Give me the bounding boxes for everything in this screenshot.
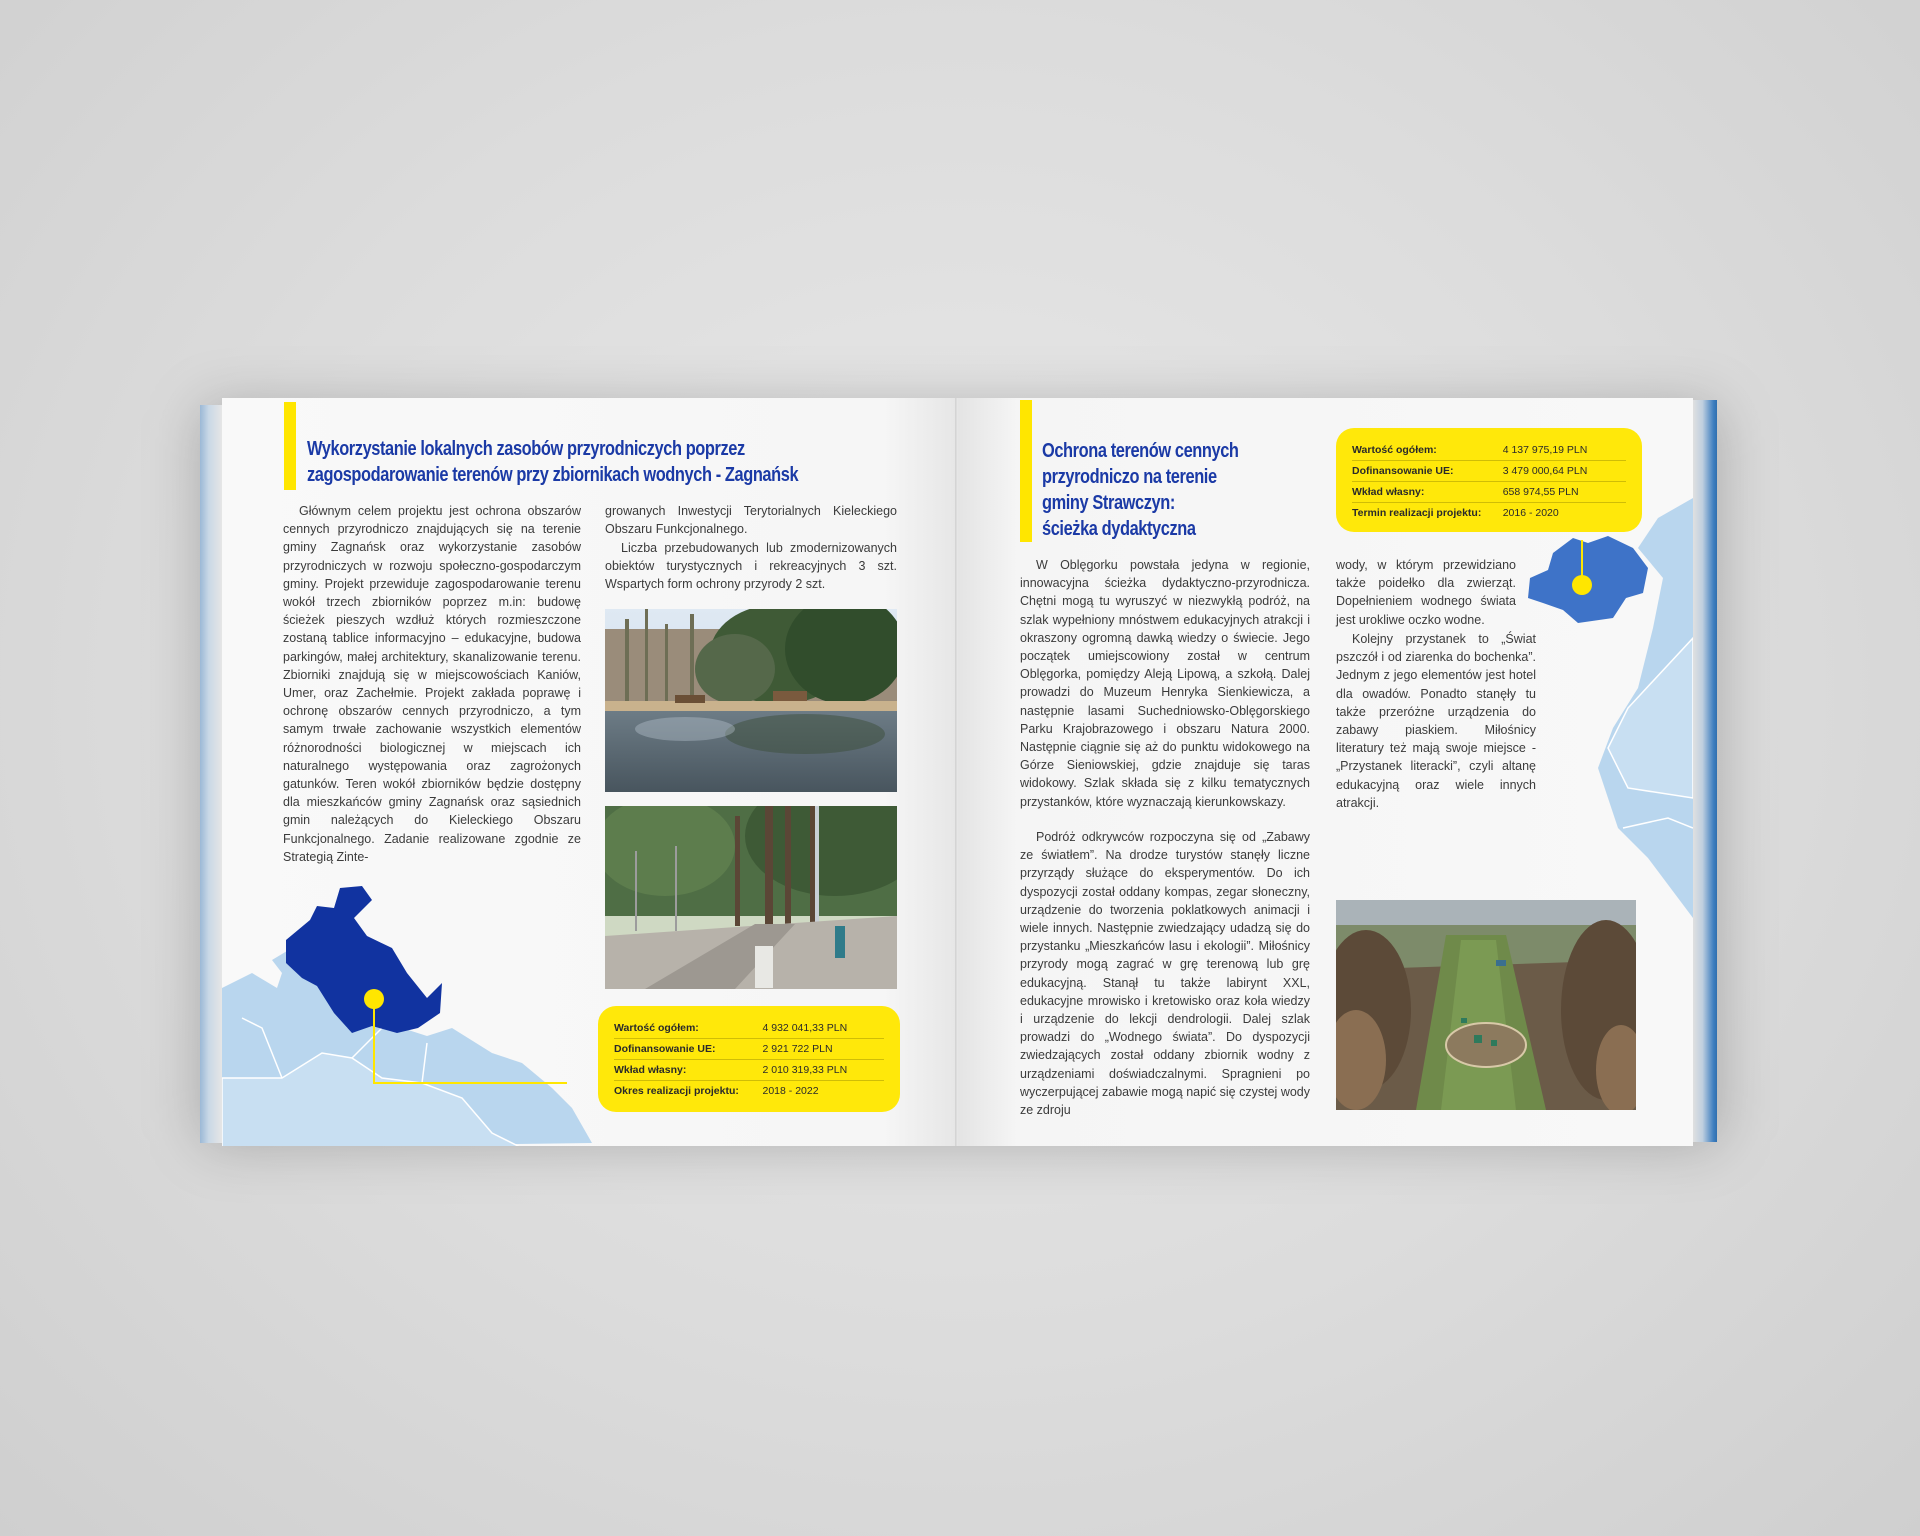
right-title-line-4: ścieżka dydaktyczna: [1042, 518, 1196, 540]
right-info-row: [1352, 461, 1626, 482]
left-info-row: [614, 1039, 884, 1060]
info-label: Wkład własny:: [614, 1064, 687, 1076]
info-label: Wartość ogółem:: [614, 1022, 699, 1034]
right-info-row: [1352, 440, 1626, 461]
info-label: Wartość ogółem:: [1352, 444, 1437, 456]
left-col2-text-1: growanych Inwestycji Terytorialnych Kieleckiego Obszaru Funkcjonalnego.: [605, 504, 897, 537]
right-title-line-1: Ochrona terenów cennych: [1042, 440, 1239, 462]
info-value: 2 921 722 PLN: [762, 1043, 833, 1055]
right-col1-text-2: Podróż odkrywców rozpoczyna się od „Zabawy ze światłem”. Na drodze turystów stanęły liczne przyrządy służące do eksperymentów. Do ich dyspozycji został oddany kompas, zegar słoneczny, urządzenie do tworzenia poklatkowych animacji i wiele innych. Następnie zwiedzający udadzą się do przystanku „Mieszkańców lasu i ekologii”. Miłośnicy przyrody mogą zagrać w grę terenową lub grę edukacyjną. Stanął tu także labirynt XXL, edukacyjne mrowisko i kretowisko oraz koła wiedzy i urządzenie do lekcji dendrologii. Dalej szlak prowadzi do „Wodnego świata”. Do dyspozycji zwiedzających został oddany zbiornik wodny z urządzeniami doświadczalnymi. Spragnieni po wyczerpującej zabawie mogą napić się czystej wody ze zdroju: [1020, 830, 1310, 1118]
right-title-line-3: gminy Strawczyn:: [1042, 492, 1175, 514]
photo-lake: [605, 609, 897, 792]
right-col2-text-2: Kolejny przystanek to „Świat pszczół i od ziarenka do bochenka”. Jednym z jego elementów jest hotel dla owadów. Ponadto stanęły tu także przeróżne urządzenia do zabawy piaskiem. Miłośnicy literatury też mają swoje miejsce - „Przystanek literacki”, czyli altanę edukacyjną oraz wiele innych atrakcji.: [1336, 632, 1536, 810]
right-info-row: [1352, 503, 1626, 523]
right-col2-text-1: wody, w którym przewidziano także poidełko dla zwierząt. Dopełnieniem wodnego świata jest urokliwe oczko wodne.: [1336, 558, 1516, 627]
left-title-line-2: zagospodarowanie terenów przy zbiornikach wodnych - Zagnańsk: [307, 464, 799, 486]
left-info-row: [614, 1018, 884, 1039]
right-infobox: [1336, 428, 1642, 532]
book-edge-right: [1693, 400, 1717, 1142]
info-label: Dofinansowanie UE:: [1352, 465, 1454, 477]
left-title-accent-bar: [284, 402, 296, 490]
info-value: 2 010 319,33 PLN: [762, 1064, 848, 1076]
left-infobox: [598, 1006, 900, 1112]
left-page: [222, 398, 957, 1146]
right-page-title: [1042, 438, 1239, 542]
info-value: 2016 - 2020: [1502, 507, 1559, 519]
info-label: Dofinansowanie UE:: [614, 1043, 716, 1055]
right-title-line-2: przyrodniczo na terenie: [1042, 466, 1217, 488]
photo-forest-path: [605, 806, 897, 989]
info-value: 658 974,55 PLN: [1502, 486, 1579, 498]
left-info-row: [614, 1060, 884, 1081]
left-title-line-1: Wykorzystanie lokalnych zasobów przyrodniczych poprzez: [307, 438, 745, 460]
info-value: 4 932 041,33 PLN: [762, 1022, 848, 1034]
left-col2-text-2: Liczba przebudowanych lub zmodernizowanych obiektów turystycznych i rekreacyjnych 3 szt. Wspartych form ochrony przyrody 2 szt.: [605, 541, 897, 592]
left-info-row: [614, 1081, 884, 1101]
left-region-map: [222, 878, 612, 1146]
right-title-accent-bar: [1020, 400, 1032, 542]
photo-aerial-trail: [1336, 900, 1636, 1110]
book-edge-left: [200, 405, 222, 1143]
left-page-title: [307, 436, 799, 488]
right-info-row: [1352, 482, 1626, 503]
info-label: Okres realizacji projektu:: [614, 1085, 739, 1097]
info-value: 3 479 000,64 PLN: [1502, 465, 1588, 477]
info-value: 4 137 975,19 PLN: [1502, 444, 1588, 456]
info-value: 2018 - 2022: [762, 1085, 819, 1097]
left-col1-text: Głównym celem projektu jest ochrona obszarów cennych przyrodniczo znajdujących się na terenie gminy Zagnańsk oraz wykorzystanie zasobów przyrodniczych w rozwoju społeczno-gospodarczym gminy. Projekt przewiduje zagospodarowanie terenu wokół trzech zbiorników poprzez m.in: budowę ścieżek pieszych wzdłuż których rozmieszczone zostaną tablice informacyjno – edukacyjne, budowa parkingów, małej architektury, skanalizowanie terenu. Zbiorniki znajdują się w miejscowościach Kaniów, Umer, oraz Zachełmie. Projekt zakłada poprawę i ochronę obszarów cennych przyrodniczo, a tym samym trwałe zachowanie wszystkich elementów różnorodności biologicznej w miejscach ich naturalnego występowania oraz zagrożonych gatunków. Teren wokół zbiorników będzie dostępny dla mieszkańców gminy Zagnańsk oraz sąsiednich gmin należących do Kieleckiego Obszaru Funkcjonalnego. Zadanie realizowane zgodnie ze Strategią Zinte-: [283, 504, 581, 864]
right-col1-text-1: W Oblęgorku powstała jedyna w regionie, innowacyjna ścieżka dydaktyczno-przyrodnicza. Chętni mogą tu wyruszyć w niezwykłą podróż, na szlak wypełniony mnóstwem edukacyjnych atrakcji i okraszony ogromną dawką wiedzy o świecie. Jego początek umiejscowiony został w centrum Oblęgorka, pomiędzy Aleją Lipową, a szkołą. Dalej prowadzi do Muzeum Henryka Sienkiewicza, a następnie lasami Suchedniowsko-Oblęgorskiego Parku Krajobrazowego i obszaru Natura 2000. Następnie ciągnie się aż do punktu widokowego na Górze Sieniowskiej, gdzie znajduje się taras widokowy. Szlak składa się z kilku tematycznych przystanków, które wyznaczają kierunkowskazy.: [1020, 558, 1310, 809]
right-page: [958, 398, 1693, 1146]
info-label: Termin realizacji projektu:: [1352, 507, 1482, 519]
info-label: Wkład własny:: [1352, 486, 1425, 498]
